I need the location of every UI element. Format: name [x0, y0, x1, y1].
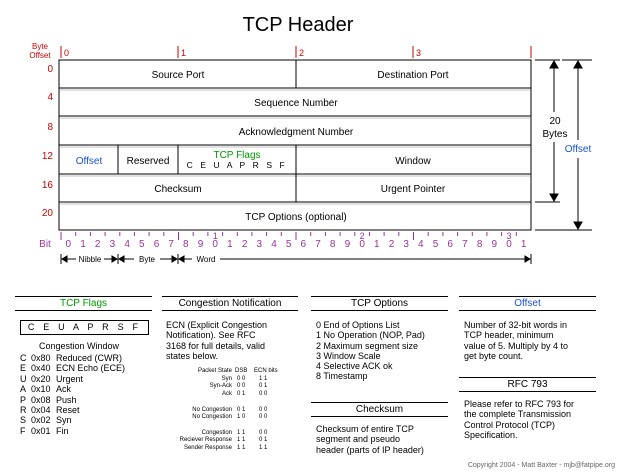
legend-flag-box: C E U A P R S F — [20, 320, 149, 335]
ecn-bits: 0 0 — [259, 429, 268, 436]
flag-row — [20, 415, 152, 425]
legend-checksum-text — [316, 424, 424, 455]
bit-number: 8 — [329, 239, 336, 250]
bit-tens-marker: 1 — [212, 231, 218, 241]
flag-value: 0x40 — [31, 363, 51, 374]
ecn-state: No Congestion — [192, 414, 232, 421]
ecn-bits: 0 1 — [259, 437, 268, 444]
ecn-bits: 1 1 — [259, 445, 268, 451]
bit-number: 0 — [359, 239, 365, 250]
bit-number: 6 — [300, 239, 307, 250]
ecn-state: No Congestion — [192, 406, 232, 413]
flag-row — [20, 363, 152, 373]
field-flag-letters: C E U A P R S F — [186, 160, 288, 170]
field-ack-number: Acknowledgment Number — [238, 127, 354, 138]
bit-number: 8 — [476, 239, 483, 250]
ecn-dsb: 1 1 — [237, 437, 246, 444]
bit-number: 2 — [94, 239, 101, 250]
bit-ruler — [61, 231, 527, 250]
row-offset-0: 0 — [47, 64, 53, 75]
bit-number: 6 — [447, 239, 453, 250]
right-label-offset: Offset — [564, 144, 592, 155]
bit-number: 3 — [256, 239, 263, 250]
bit-number: 4 — [271, 239, 277, 250]
bit-number: 2 — [388, 239, 395, 250]
ecn-bits: 0 0 — [259, 406, 268, 413]
ecn-dsb: 1 1 — [237, 445, 246, 451]
legend-rfc-header: RFC 793 — [459, 377, 596, 392]
bit-number: 8 — [183, 239, 189, 250]
field-urgent-pointer: Urgent Pointer — [380, 184, 446, 195]
field-sequence-number: Sequence Number — [254, 98, 338, 109]
bit-number: 0 — [65, 239, 72, 250]
flag-value: 0x01 — [31, 425, 51, 436]
offset-text-line: TCP header, minimum — [464, 330, 554, 341]
bit-number: 3 — [109, 239, 116, 250]
ecn-dsb: 1 0 — [237, 414, 246, 421]
bit-number: 5 — [432, 239, 439, 250]
flag-letter: C — [20, 353, 27, 363]
flag-description: Reduced (CWR) — [56, 353, 123, 363]
field-window: Window — [395, 156, 431, 167]
rfc-text-line: Specification. — [464, 430, 518, 441]
checksum-text-line: segment and pseudo — [316, 434, 401, 445]
legend-options-list — [316, 320, 425, 382]
legend-rfc-text — [464, 399, 574, 441]
bit-number: 9 — [344, 239, 351, 250]
flag-value: 0x20 — [31, 373, 51, 384]
bit-number: 1 — [520, 239, 527, 250]
offset-text-line: value of 5. Multiply by 4 to — [464, 340, 569, 351]
checksum-text-line: header (parts of IP header) — [316, 444, 424, 455]
scale-bar — [61, 254, 531, 264]
flag-description: Ack — [56, 384, 72, 395]
field-offset: Offset — [75, 156, 103, 167]
scale-nibble: Nibble — [78, 255, 102, 264]
byte-mark-3: 3 — [416, 48, 422, 58]
legend-checksum-header: Checksum — [311, 402, 448, 417]
bit-number: 1 — [227, 239, 233, 250]
option-item: 2 Maximum segment size — [316, 340, 419, 351]
bit-number: 0 — [212, 239, 218, 250]
ecn-state: Syn-Ack — [209, 383, 232, 390]
copyright-notice: Copyright 2004 - Matt Baxter - mjb@fatpipe.org — [467, 462, 615, 469]
bit-number: 2 — [241, 239, 248, 250]
ecn-bits: 1 1 — [259, 375, 268, 382]
byte-offset-label-1: Byte — [31, 42, 49, 51]
ecn-col-dsb: DSB — [235, 368, 248, 374]
field-tcp-options: TCP Options (optional) — [245, 212, 347, 223]
legend-flag-rows — [20, 353, 152, 436]
bit-number: 7 — [315, 239, 321, 250]
bit-number: 4 — [124, 239, 130, 250]
field-checksum: Checksum — [154, 184, 202, 195]
flag-letter: F — [20, 425, 26, 436]
checksum-text-line: Checksum of entire TCP — [316, 424, 414, 434]
offset-text-line: get byte count. — [464, 351, 524, 362]
header-grid — [59, 60, 531, 230]
ecn-state: Reciever Response — [179, 437, 232, 444]
bit-number: 7 — [168, 239, 174, 250]
bit-number: 9 — [491, 239, 498, 250]
row-offset-12: 12 — [41, 151, 53, 162]
flag-description: Fin — [56, 425, 69, 436]
legend-offset-header: Offset — [459, 296, 596, 311]
bit-number: 6 — [153, 239, 160, 250]
flag-value: 0x10 — [31, 384, 51, 395]
field-tcp-flags: TCP Flags — [213, 150, 261, 161]
ecn-state: Syn — [221, 375, 232, 382]
bit-number: 3 — [403, 239, 409, 250]
flag-letter: U — [20, 373, 27, 384]
flag-row — [20, 395, 152, 405]
legend-tcp-flags-header: TCP Flags — [15, 296, 152, 311]
flag-description: ECN Echo (ECE) — [56, 363, 126, 374]
legend-options-header: TCP Options — [311, 296, 448, 311]
flag-letter: P — [20, 394, 27, 405]
bit-number: 1 — [80, 239, 86, 250]
ecn-bits: 0 0 — [259, 391, 268, 398]
legend-congestion-header: Congestion Notification — [162, 296, 298, 311]
ecn-bits: 0 0 — [259, 414, 268, 421]
flag-letter: R — [20, 405, 27, 416]
bit-tens-marker: 2 — [359, 231, 365, 241]
option-item: 8 Timestamp — [316, 371, 368, 382]
congestion-text-line: states below. — [166, 351, 219, 362]
flag-description: Syn — [56, 415, 72, 426]
option-item: 0 End of Options List — [316, 320, 400, 330]
bit-number: 5 — [139, 239, 145, 250]
flag-row — [20, 426, 152, 436]
bit-number: 4 — [418, 239, 424, 250]
bit-number: 9 — [197, 239, 204, 250]
ecn-col-ecn: ECN bits — [254, 368, 278, 374]
ecn-state: Ack — [221, 391, 232, 398]
congestion-text-line: Notification). See RFC — [166, 330, 256, 341]
bit-number: 5 — [285, 239, 292, 250]
scale-word: Word — [196, 255, 216, 264]
flag-value: 0x08 — [31, 394, 51, 405]
flag-row — [20, 405, 152, 415]
ecn-dsb: 0 1 — [237, 406, 246, 413]
row-offset-16: 16 — [41, 180, 53, 191]
flag-row — [20, 374, 152, 384]
flag-value: 0x80 — [31, 353, 51, 363]
byte-mark-2: 2 — [299, 48, 305, 58]
flag-row — [20, 384, 152, 394]
ecn-state-table — [162, 368, 298, 458]
byte-offset-label-2: Offset — [29, 51, 51, 60]
option-item: 4 Selective ACK ok — [316, 361, 393, 372]
row-offset-20: 20 — [41, 208, 53, 219]
legend-rfc — [459, 377, 596, 447]
legend-tcp-flags — [15, 296, 152, 456]
flag-letter: E — [20, 363, 27, 374]
flag-value: 0x02 — [31, 415, 51, 426]
ecn-bits: 0 1 — [259, 383, 268, 390]
flag-row — [20, 353, 152, 363]
rfc-text-line: Control Protocol (TCP) — [464, 419, 556, 430]
ecn-dsb: 0 1 — [237, 391, 246, 398]
byte-mark-1: 1 — [181, 48, 187, 58]
ecn-state: Sender Response — [183, 445, 232, 451]
rfc-text-line: Please refer to RFC 793 for — [464, 399, 575, 409]
option-item: 3 Window Scale — [316, 350, 381, 361]
option-item: 1 No Operation (NOP, Pad) — [316, 330, 425, 341]
byte-mark-0: 0 — [64, 48, 70, 58]
ecn-dsb: 0 0 — [237, 383, 246, 390]
row-offset-8: 8 — [47, 122, 53, 133]
flag-description: Urgent — [56, 373, 84, 384]
flag-letter: A — [20, 384, 27, 395]
bit-number: 1 — [374, 239, 380, 250]
top-byte-ruler — [61, 46, 531, 58]
bit-number: 0 — [506, 239, 512, 250]
flag-value: 0x04 — [31, 405, 51, 416]
field-reserved: Reserved — [126, 156, 170, 167]
scale-byte: Byte — [138, 255, 156, 264]
congestion-text-line: ECN (Explicit Congestion — [166, 320, 268, 330]
ecn-col-state: Packet State — [197, 368, 232, 374]
legend-checksum — [311, 402, 448, 462]
ecn-dsb: 0 0 — [237, 375, 246, 382]
bit-number: 7 — [462, 239, 468, 250]
right-label-bytes: Bytes — [542, 129, 568, 140]
row-offset-4: 4 — [47, 92, 53, 103]
ecn-dsb: 1 1 — [237, 429, 246, 436]
flag-letter: S — [20, 415, 27, 426]
legend-offset-text — [464, 320, 568, 362]
congestion-text-line: 3168 for full details, valid — [166, 340, 266, 351]
rfc-text-line: the complete Transmission — [464, 409, 572, 420]
legend-congestion — [162, 296, 298, 466]
legend-congestion-text — [166, 320, 298, 362]
bit-label: Bit — [39, 239, 51, 250]
flag-description: Reset — [56, 405, 80, 416]
offset-text-line: Number of 32-bit words in — [464, 320, 568, 330]
bit-tens-marker: 3 — [506, 231, 512, 241]
legend-offset — [459, 296, 596, 366]
field-source-port: Source Port — [151, 70, 205, 81]
flag-description: Push — [56, 394, 77, 405]
diagram-title: TCP Header — [242, 14, 354, 36]
field-destination-port: Destination Port — [377, 70, 449, 81]
legend-congestion-window-title: Congestion Window — [39, 341, 120, 351]
legend-tcp-options — [311, 296, 448, 394]
ecn-state: Congestion — [201, 429, 232, 436]
right-label-20: 20 — [549, 116, 561, 127]
